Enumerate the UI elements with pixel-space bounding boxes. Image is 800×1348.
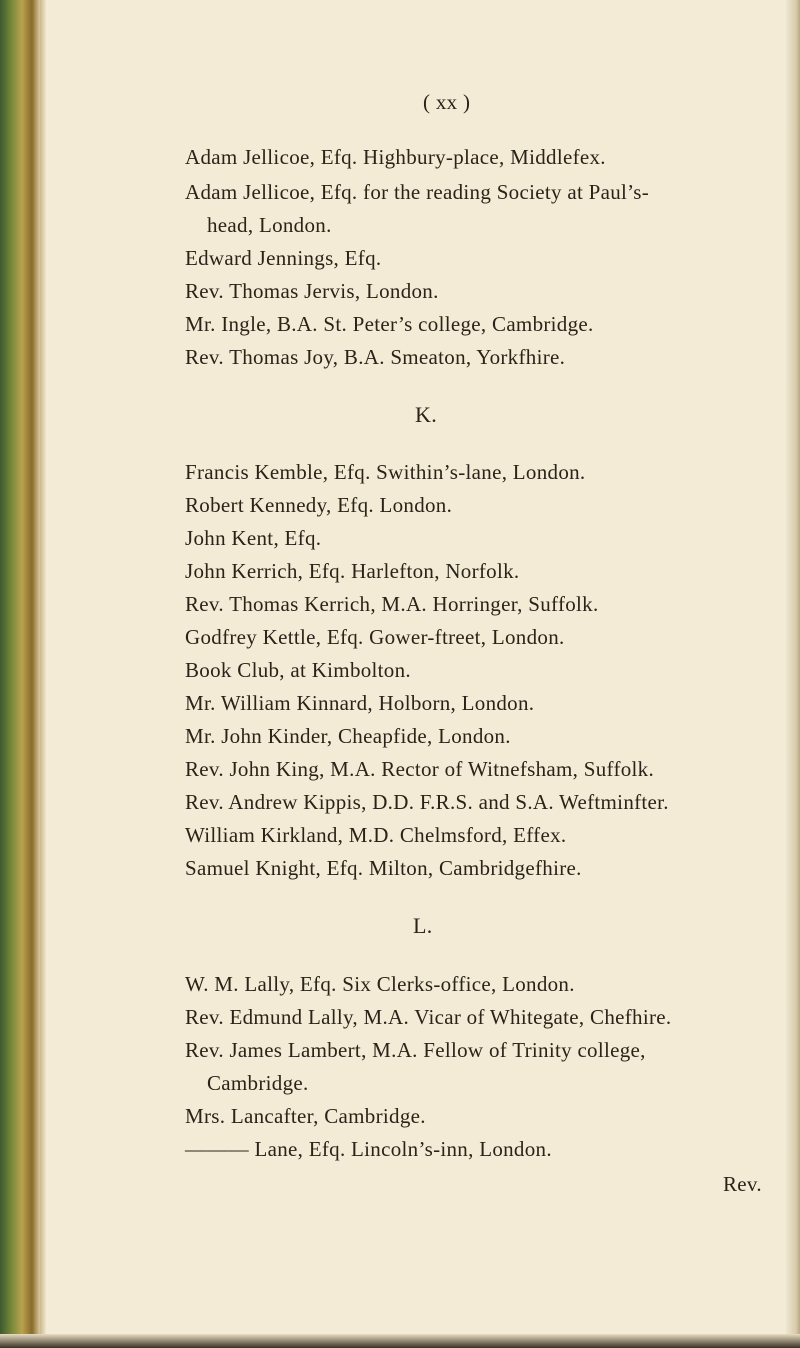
list-entry: Rev. Andrew Kippis, D.D. F.R.S. and S.A. Weftminfter. xyxy=(185,790,669,814)
list-entry: Rev. Edmund Lally, M.A. Vicar of Whitegate, Chefhire. xyxy=(185,1005,672,1029)
list-entry: Mr. William Kinnard, Holborn, London. xyxy=(185,691,535,715)
list-entry: Rev. Thomas Jervis, London. xyxy=(185,279,439,303)
list-entry: ——— Lane, Efq. Lincoln’s-inn, London. xyxy=(185,1137,552,1161)
section-letter-l: L. xyxy=(413,913,433,938)
list-entry: Godfrey Kettle, Efq. Gower-ftreet, London. xyxy=(185,625,565,649)
list-entry: Mr. Ingle, B.A. St. Peter’s college, Cambridge. xyxy=(185,312,594,336)
list-entry: Edward Jennings, Efq. xyxy=(185,246,382,270)
list-entry: Adam Jellicoe, Efq. Highbury-place, Middlefex. xyxy=(185,145,606,169)
list-entry: Rev. James Lambert, M.A. Fellow of Trinity college, xyxy=(185,1038,646,1062)
list-entry: Samuel Knight, Efq. Milton, Cambridgefhire. xyxy=(185,856,582,880)
list-entry: Robert Kennedy, Efq. London. xyxy=(185,493,453,517)
list-entry: Rev. Thomas Kerrich, M.A. Horringer, Suffolk. xyxy=(185,592,599,616)
list-entry-continuation: Cambridge. xyxy=(207,1071,309,1095)
list-entry: John Kerrich, Efq. Harlefton, Norfolk. xyxy=(185,559,520,583)
list-entry: William Kirkland, M.D. Chelmsford, Effex. xyxy=(185,823,567,847)
list-entry: John Kent, Efq. xyxy=(185,526,322,550)
book-spine xyxy=(0,0,40,1348)
page-right-edge xyxy=(786,0,800,1348)
page-gutter xyxy=(40,0,46,1348)
list-entry: Book Club, at Kimbolton. xyxy=(185,658,411,682)
page-number-header: ( xx ) xyxy=(423,90,471,114)
list-entry: Mrs. Lancafter, Cambridge. xyxy=(185,1104,426,1128)
section-letter-k: K. xyxy=(415,402,437,427)
list-entry: Rev. Thomas Joy, B.A. Smeaton, Yorkfhire. xyxy=(185,345,566,369)
list-entry: Adam Jellicoe, Efq. for the reading Society at Paul’s- xyxy=(185,180,650,204)
list-entry: W. M. Lally, Efq. Six Clerks-office, London. xyxy=(185,972,575,996)
list-entry: Francis Kemble, Efq. Swithin’s-lane, London. xyxy=(185,460,586,484)
list-entry-continuation: head, London. xyxy=(207,213,332,237)
document-page xyxy=(185,0,785,1348)
list-entry: Rev. John King, M.A. Rector of Witnefsham, Suffolk. xyxy=(185,757,655,781)
catchword: Rev. xyxy=(723,1172,762,1196)
list-entry: Mr. John Kinder, Cheapfide, London. xyxy=(185,724,511,748)
